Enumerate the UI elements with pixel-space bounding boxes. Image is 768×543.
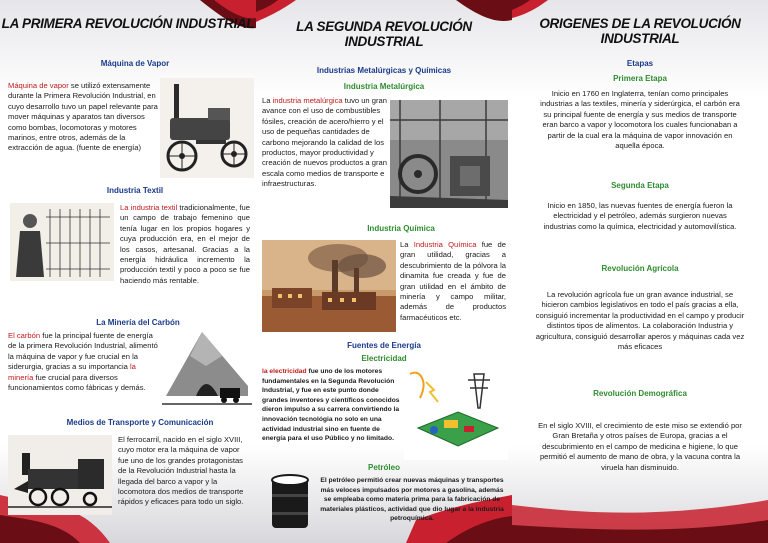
text-revolucion-agricola: La revolución agrícola fue un gran avance industrial, se hicieron cambios legislativos en todo el país gracias a ella, consiguió incrementar la productividad en el campo y producir distintos tipos de alimentos. La colaboración Industria y agricultura, consiguió desarrollar aperos y máquinas cada vez más eficaces xyxy=(535,290,745,352)
quim-body: fue de gran utilidad, gracias a descubrimiento de la pólvora la dinamita fue creada y fue de gran utilidad en el ámbito de minería y campo militar, además de productos farmacéuticos etc. xyxy=(400,240,506,322)
chemical-factory-image xyxy=(262,240,396,332)
oil-barrel-image xyxy=(268,472,312,534)
heading-industria-quimica: Industria Química xyxy=(367,224,435,233)
panel3-title: ORIGENES DE LA REVOLUCIÓN INDUSTRIAL xyxy=(539,16,741,46)
text-industria-metalurgica xyxy=(262,96,388,190)
panel1-title: LA PRIMERA REVOLUCIÓN INDUSTRIAL xyxy=(1,16,255,31)
panel-primera-revolucion xyxy=(0,0,256,543)
text-revolucion-demografica: En el siglo XVIII, el crecimiento de este miso se extendió por Gran Bretaña y otros países de Europa, gracias a el descubrimiento en el campo de medicina e higiene, lo que permitió el aumento de mano de obra, y la vacuna contra la viruela han disminuido. xyxy=(538,421,742,472)
heading-revolucion-agricola: Revolución Agrícola xyxy=(601,264,679,273)
locomotive-image xyxy=(8,435,112,515)
text-electricidad xyxy=(262,367,400,444)
keyword-electricidad: la electricidad xyxy=(262,368,307,375)
carbon-body-b: fue crucial para diversos funcionamientos como fábricas y demás. xyxy=(8,372,146,393)
panel-origenes xyxy=(512,0,768,543)
text-primera-etapa: Inicio en 1760 en Inglaterra, tenían como principales industrias a las textiles, minería y siderúrgica, el carbón era su principal fuente de energía y sus medios de transporte eran barco a vapor y locomotora los cuales funcionaban a partir de la cual era la máquina de vapor innovación en aquella época. xyxy=(540,89,740,151)
text-maquina-vapor xyxy=(8,81,158,154)
heading-revolucion-demografica: Revolución Demográfica xyxy=(593,389,687,398)
coal-mine-image xyxy=(162,326,252,410)
heading-electricidad: Electricidad xyxy=(361,354,407,363)
quim-pre: La xyxy=(400,240,414,249)
vapor-body: se utilizó extensamente durante la Primera Revolución Industrial, en cuyo desarrollo tuvo un papel relevante para mover máquinas y aparatos tan diversos como bombas, locomotoras y motores marinos, entre otros, además de la extracción de agua. (fuente de energía) xyxy=(8,81,158,153)
heading-etapas: Etapas xyxy=(626,59,654,68)
heading-transporte: Medios de Transporte y Comunicación xyxy=(66,418,214,427)
keyword-industria-quimica: Industria Química xyxy=(413,240,477,249)
elec-body: fue uno de los motores fundamentales en la Segunda Revolución Industrial, y fue en este punto donde grandes inventores y científicos conocidos dieron impulso a su carrera convirtiendo la innovación tecnológia no solo en una actividad industrial sino en fuente de energía para el uso Público y no limitado. xyxy=(262,368,400,443)
heading-primera-etapa: Primera Etapa xyxy=(613,74,667,83)
heading-segunda-etapa: Segunda Etapa xyxy=(611,181,669,190)
textil-body: tradicionalmente, fue un campo de trabajo femenino que tenía lugar en los propios hogares y cuya producción era, en el mejor de los casos, artesanal. Gracias a la energía hidráulica incremento la producción textil y poco a poco se fue haciendo más rentable. xyxy=(120,203,250,285)
keyword-maquina-vapor: Máquina de vapor xyxy=(8,81,69,90)
text-transporte: El ferrocarril, nacido en el siglo XVIII, cuyo motor era la máquina de vapor fue uno de los grandes protagonistas de la Revolución Industrial hasta la llegada del barco a vapor y la locomotora dos medios de transporte rápidos y eficaces para todo un siglo. xyxy=(118,435,244,507)
textile-worker-image xyxy=(10,203,114,281)
heading-industria-textil: Industria Textil xyxy=(106,186,164,195)
steel-factory-image xyxy=(390,100,508,208)
text-industria-textil xyxy=(120,203,250,286)
keyword-industria-metalurgica: industria metalúrgica xyxy=(272,96,343,105)
electricity-illustration xyxy=(404,368,508,460)
text-mineria-carbon xyxy=(8,331,158,393)
keyword-carbon: El carbón xyxy=(8,331,41,340)
carbon-body-a: fue la principal fuente de energía de la primera Revolución Industrial, alimentó la máquina de vapor y fue crucial en la siderurgia, gracias a su importancia xyxy=(8,331,158,372)
panel2-title: LA SEGUNDA REVOLUCIÓN INDUSTRIAL xyxy=(296,19,472,49)
heading-maquina-vapor: Máquina de Vapor xyxy=(100,59,170,68)
keyword-mineria: la minería xyxy=(8,362,136,382)
keyword-industria-textil: La industria textil xyxy=(120,203,178,212)
panel-segunda-revolucion xyxy=(256,0,512,543)
heading-industria-metalurgica: Industria Metalúrgica xyxy=(343,82,425,91)
metal-pre: La xyxy=(262,96,273,105)
heading-mineria-carbon: La Minería del Carbón xyxy=(96,318,180,327)
steam-engine-image xyxy=(160,78,254,178)
text-industria-quimica xyxy=(400,240,506,323)
heading-metalurgicas-quimicas: Industrias Metalúrgicas y Químicas xyxy=(316,66,452,75)
metal-body: tuvo un gran avance con el uso de combustibles fósiles, creación de acero/hierro y el uso de pequeñas cantidades de carbono mejorando la calidad de los productos, mayor productividad y creación de nuevos productos a gran escala como medios de transporte e infraestructuras. xyxy=(262,96,387,189)
heading-fuentes-energia: Fuentes de Energía xyxy=(347,341,421,350)
heading-petroleo: Petróleo xyxy=(367,463,400,472)
text-segunda-etapa: Inicio en 1850, las nuevas fuentes de energía fueron la electricidad y el petróleo, además surgieron nuevas industrias como la química, electricidad y automovilística. xyxy=(543,201,737,231)
text-petroleo: El petróleo permitió crear nuevas máquinas y transportes más veloces impulsados por motores a gasolina, además se empleaba como materia prima para la fabricación de materiales plásticos, actividad que dio lugar a la industria petroquímica. xyxy=(320,477,504,523)
